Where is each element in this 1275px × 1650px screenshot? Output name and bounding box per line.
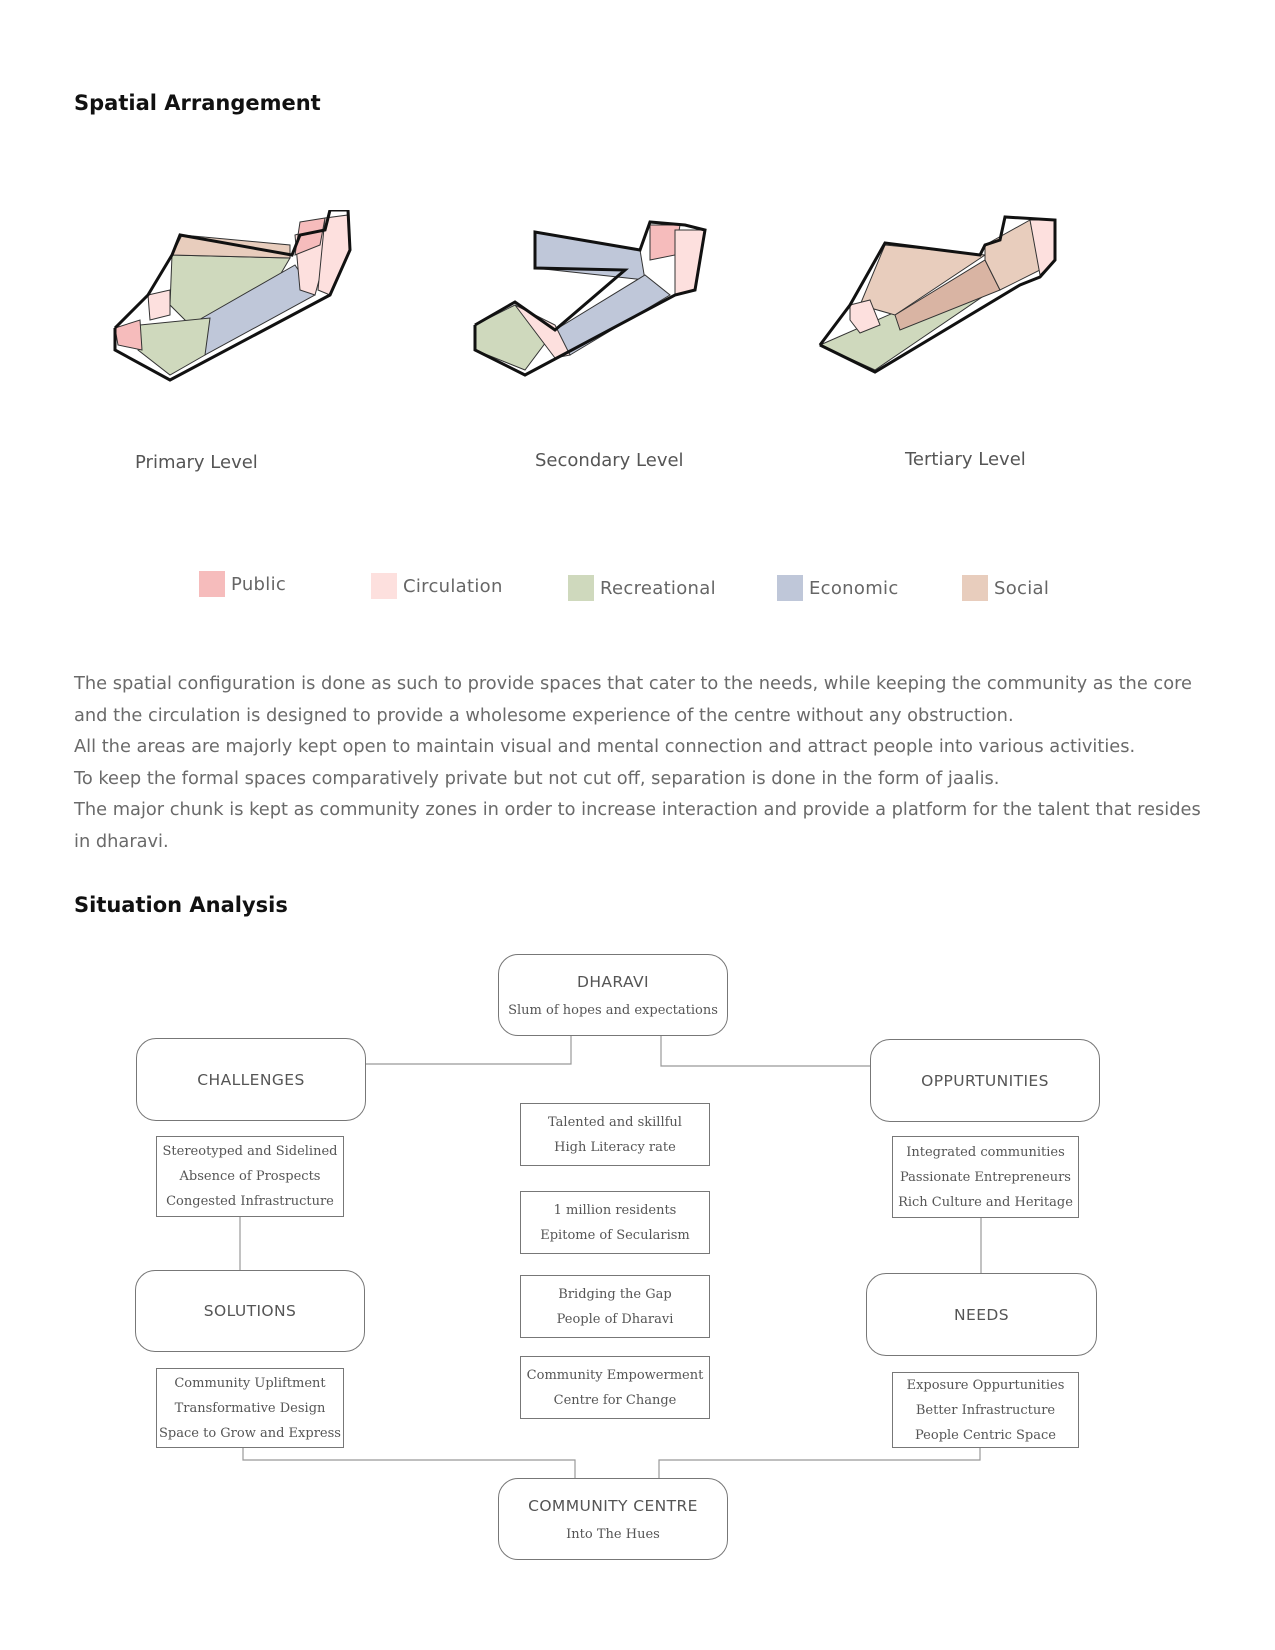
center-box-1	[520, 1103, 710, 1166]
center-line: Centre for Change	[553, 1392, 677, 1408]
center-line: Talented and skillful	[548, 1114, 682, 1130]
legend-label-economic: Economic	[809, 577, 899, 599]
solutions-box	[135, 1270, 365, 1352]
primary-level-label: Primary Level	[135, 452, 258, 473]
legend-label-circulation: Circulation	[403, 575, 503, 597]
legend-label-public: Public	[231, 573, 287, 595]
paragraph-line-4: The major chunk is kept as community zones in order to increase interaction and provide a platform for the talent that resides in dharavi.	[74, 799, 1201, 852]
opportunities-list	[892, 1136, 1079, 1218]
solutions-list	[156, 1368, 344, 1448]
list-item: Congested Infrastructure	[166, 1194, 334, 1209]
dharavi-title: DHARAVI	[577, 972, 649, 991]
opportunities-box	[870, 1039, 1100, 1122]
center-line: High Literacy rate	[554, 1139, 676, 1155]
list-item: People Centric Space	[915, 1427, 1056, 1443]
opportunities-title: OPPURTUNITIES	[921, 1071, 1049, 1090]
community-centre-title: COMMUNITY CENTRE	[528, 1496, 698, 1515]
secondary-level-label: Secondary Level	[535, 450, 684, 471]
paragraph-line-3: To keep the formal spaces comparatively private but not cut off, separation is done in the form of jaalis.	[74, 767, 1000, 789]
list-item: Stereotyped and Sidelined	[162, 1144, 338, 1159]
challenges-box	[136, 1038, 366, 1121]
list-item: Space to Grow and Express	[159, 1425, 341, 1441]
needs-title: NEEDS	[954, 1305, 1009, 1324]
list-item: Exposure Oppurtunities	[906, 1377, 1065, 1393]
center-box-4	[520, 1356, 710, 1419]
community-centre-subtitle: Into The Hues	[566, 1526, 660, 1542]
legend-label-recreational: Recreational	[600, 577, 716, 599]
challenges-title: CHALLENGES	[197, 1070, 305, 1089]
dharavi-box	[498, 954, 728, 1036]
community-centre-box	[498, 1478, 728, 1560]
list-item: Integrated communities	[906, 1144, 1065, 1160]
list-item: Rich Culture and Heritage	[898, 1194, 1073, 1210]
tertiary-level-label: Tertiary Level	[905, 449, 1026, 470]
solutions-title: SOLUTIONS	[203, 1302, 297, 1320]
list-item: Passionate Entrepreneurs	[900, 1169, 1071, 1185]
spatial-heading: Spatial Arrangement	[74, 91, 321, 115]
paragraph-line-1: The spatial configuration is done as such to provide spaces that cater to the needs, while keeping the community as the core and the circulation is designed to provide a wholesome experience of the centre without any obstruction.	[74, 673, 1192, 726]
dharavi-subtitle: Slum of hopes and expectations	[508, 1002, 718, 1018]
situation-heading: Situation Analysis	[74, 893, 288, 917]
needs-box	[866, 1273, 1097, 1356]
legend-label-social: Social	[994, 577, 1050, 599]
center-line: Bridging the Gap	[558, 1286, 672, 1302]
center-line: Community Empowerment	[526, 1367, 704, 1383]
center-line: Epitome of Secularism	[540, 1227, 690, 1243]
needs-list	[892, 1372, 1079, 1448]
center-line: People of Dharavi	[556, 1311, 674, 1327]
center-box-2	[520, 1191, 710, 1254]
challenges-list	[156, 1136, 344, 1217]
list-item: Better Infrastructure	[915, 1402, 1056, 1418]
paragraph-line-2: All the areas are majorly kept open to maintain visual and mental connection and attract people into various activities.	[74, 736, 1136, 757]
center-box-3	[520, 1275, 710, 1338]
list-item: Community Upliftment	[174, 1375, 326, 1391]
center-line: 1 million residents	[553, 1202, 677, 1218]
list-item: Absence of Prospects	[179, 1169, 321, 1184]
list-item: Transformative Design	[174, 1400, 326, 1416]
